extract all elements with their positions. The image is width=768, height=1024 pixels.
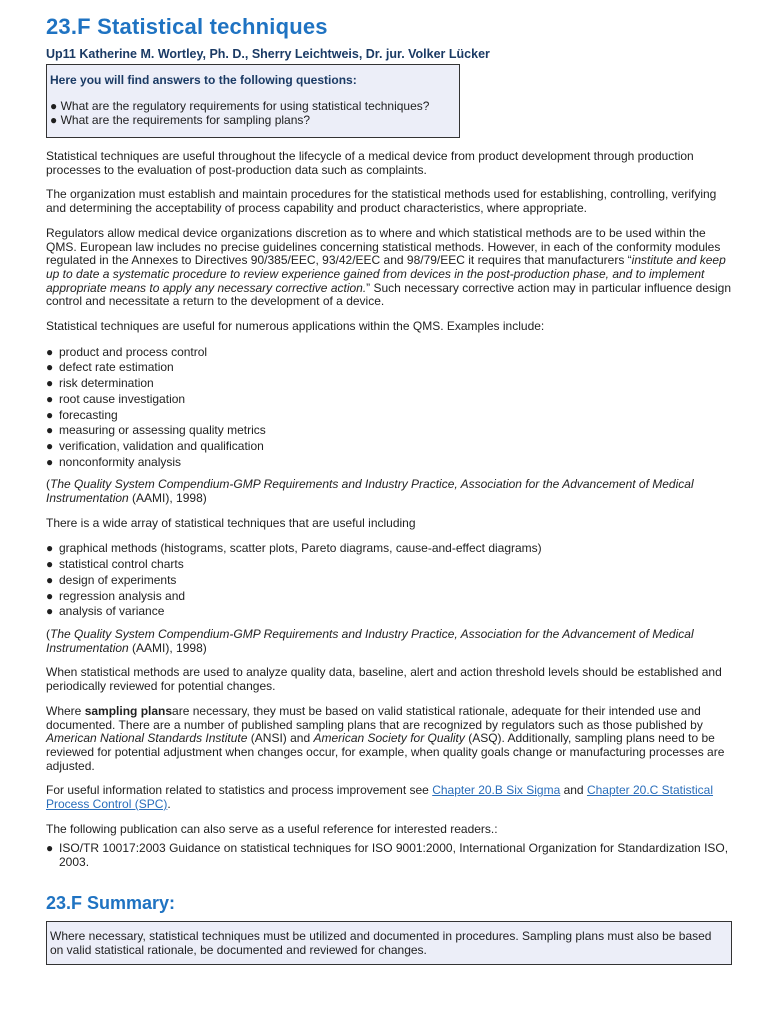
bullet-icon: ● — [46, 360, 54, 375]
reference-item: ● ISO/TR 10017:2003 Guidance on statistical techniques for ISO 9001:2000, International Organization for Standardization ISO, 2003. — [46, 841, 729, 870]
document-body — [46, 150, 736, 870]
list-item: ● measuring or assessing quality metrics — [46, 423, 266, 438]
list-item: ● root cause investigation — [46, 391, 186, 406]
link-spc[interactable]: Chapter 20.C Statistical Process Control (SPC) — [46, 783, 714, 812]
citation: (The Quality System Compendium-GMP Requirements and Industry Practice, Association for the Advancement of Medical Instrumentation (AAMI), 1998) — [46, 477, 694, 506]
bullet-icon: ● — [50, 113, 58, 127]
paragraph-thresholds: When statistical methods are used to analyze quality data, baseline, alert and action threshold levels should be established and periodically reviewed for potential changes. — [46, 665, 722, 694]
bullet-icon: ● — [46, 541, 54, 556]
list-item: ● nonconformity analysis — [46, 454, 182, 469]
link-six-sigma[interactable]: Chapter 20.B Six Sigma — [432, 783, 561, 798]
paragraph-publication: The following publication can also serve as a useful reference for interested readers.: — [46, 821, 498, 836]
list-item: ● defect rate estimation — [46, 360, 174, 375]
paragraph-procedures: The organization must establish and maintain procedures for the statistical methods used for establishing, controlling, verifying and determining the acceptability of process capability and product characteristics, where appropriate. — [46, 187, 717, 216]
bullet-icon: ● — [50, 99, 58, 113]
question-item: ● What are the requirements for sampling plans? — [50, 113, 311, 127]
bullet-icon: ● — [46, 376, 54, 391]
questions-box — [46, 64, 460, 138]
list-item: ● design of experiments — [46, 572, 177, 587]
directive-quote: institute and keep up to date a systematic procedure to review experience gained from devices in the post-production phase, and to implement appropriate means to apply any necessary corrective action. — [46, 253, 726, 295]
bullet-icon: ● — [46, 841, 54, 856]
bullet-icon: ● — [46, 454, 54, 469]
bullet-icon: ● — [46, 588, 54, 603]
bullet-icon: ● — [46, 423, 54, 438]
list-item: ● regression analysis and — [46, 588, 186, 603]
applications-list — [46, 345, 736, 471]
bullet-icon: ● — [46, 407, 54, 422]
paragraph-further-info: For useful information related to statistics and process improvement see Chapter 20.B Six Sigma and Chapter 20.C Statistical Process Control (SPC). — [46, 783, 714, 812]
list-item: ● forecasting — [46, 407, 118, 422]
summary-text: Where necessary, statistical techniques must be utilized and documented in procedures. Sampling plans must also be based on valid statistical rationale, be documented and reviewed for changes. — [50, 929, 712, 957]
list-item: ● analysis of variance — [46, 604, 165, 619]
citation: (The Quality System Compendium-GMP Requirements and Industry Practice, Association for the Advancement of Medical Instrumentation (AAMI), 1998) — [46, 626, 694, 655]
question-item: ● What are the regulatory requirements for using statistical techniques? — [50, 99, 430, 113]
list-item: ● verification, validation and qualification — [46, 438, 264, 453]
list-item: ● risk determination — [46, 376, 154, 391]
paragraph-techniques: There is a wide array of statistical techniques that are useful including — [46, 515, 416, 530]
authors-line: Up11 Katherine M. Wortley, Ph. D., Sherry Leichtweis, Dr. jur. Volker Lücker — [46, 47, 490, 61]
questions-heading: Here you will find answers to the following questions: — [50, 73, 357, 87]
paragraph-regulators: Regulators allow medical device organizations discretion as to where and which statistical methods are to be used within the QMS. European law includes no precise guidelines concerning statistical methods. However, in each of the conformity modules regulated in the Annexes to Directives 90/385/EEC, 93/42/EEC and 98/79/EEC it requires that manufacturers “institute and keep up to date a systematic procedure to review experience gained from devices in the post-production phase, and to implement appropriate means to apply any necessary corrective action.” Such necessary corrective action may in particular influence design control and necessitate a return to the development of a device. — [46, 225, 732, 309]
list-item: ● statistical control charts — [46, 557, 184, 572]
paragraph-applications: Statistical techniques are useful for numerous applications within the QMS. Examples include: — [46, 319, 545, 334]
paragraph-sampling-plans: Where sampling plansare necessary, they must be based on valid statistical rationale, adequate for their intended use and documented. There are a number of published sampling plans that are recognized by regulators such as those published by American National Standards Institute (ANSI) and American Society for Quality (ASQ). Additionally, sampling plans need to be reviewed for potential adjustment when changes occur, for example, when quality goals change or manufacturing processes are adjusted. — [46, 703, 725, 773]
bullet-icon: ● — [46, 557, 54, 572]
bullet-icon: ● — [46, 438, 54, 453]
bullet-icon: ● — [46, 391, 54, 406]
list-item: ● product and process control — [46, 344, 208, 359]
page-title: 23.F Statistical techniques — [46, 14, 328, 39]
paragraph-lifecycle: Statistical techniques are useful throughout the lifecycle of a medical device from product development through production processes to the evaluation of post-production data such as complaints. — [46, 149, 694, 177]
sampling-plans-term: sampling plans — [84, 703, 173, 718]
summary-title: 23.F Summary: — [46, 893, 176, 913]
list-item: ● graphical methods (histograms, scatter plots, Pareto diagrams, cause-and-effect diagrams) — [46, 541, 542, 556]
bullet-icon: ● — [46, 572, 54, 587]
summary-box — [46, 921, 732, 965]
techniques-list — [46, 541, 736, 620]
bullet-icon: ● — [46, 604, 54, 619]
bullet-icon: ● — [46, 344, 54, 359]
